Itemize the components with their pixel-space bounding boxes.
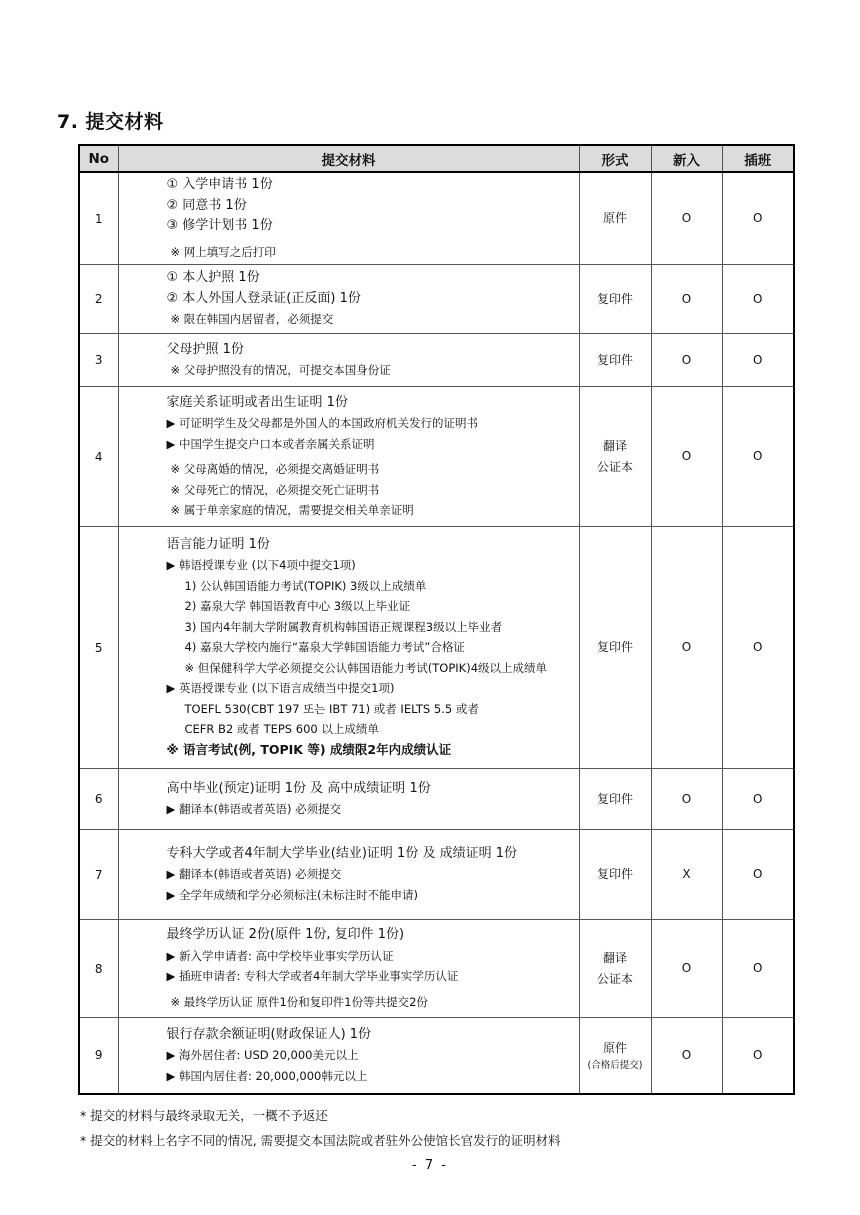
section-title: 7. 提交材料 <box>57 111 164 133</box>
form-label: 复印件 <box>596 791 633 806</box>
material-line: ※ 网上填写之后打印 <box>170 244 276 259</box>
material-cell <box>118 265 579 334</box>
material-line: ※ 语言考试(例, TOPIK 等) 成绩限2年内成绩认证 <box>166 741 452 757</box>
row-number: 8 <box>79 920 118 1018</box>
row-number: 2 <box>79 265 118 334</box>
material-cell <box>118 920 579 1018</box>
form-cell <box>579 387 651 527</box>
form-label: 复印件 <box>596 291 633 306</box>
material-line: CEFR B2 或者 TEPS 600 以上成绩单 <box>184 722 379 737</box>
material-line: ▶ 新入学申请者: 高中学校毕业事实学历认证 <box>166 948 394 963</box>
material-line: ※ 属于单亲家庭的情况，需要提交相关单亲证明 <box>170 503 414 517</box>
new-admission-mark: O <box>651 387 722 527</box>
table-row <box>79 830 794 920</box>
material-line: ▶ 全学年成绩和学分必须标注(未标注时不能申请) <box>166 887 418 902</box>
material-line: 专科大学或者4年制大学毕业(结业)证明 1份 及 成绩证明 1份 <box>166 845 517 861</box>
form-cell <box>579 265 651 334</box>
transfer-mark: O <box>722 1018 794 1094</box>
material-line: 3) 国内4年制大学附属教育机构韩国语正规课程3级以上毕业者 <box>184 619 503 634</box>
material-line: 银行存款余额证明(财政保证人) 1份 <box>166 1026 372 1042</box>
header-material: 提交材料 <box>118 145 579 172</box>
row-number: 6 <box>79 769 118 830</box>
material-line: ▶ 韩语授课专业 (以下4项中提交1项) <box>166 558 356 573</box>
form-label: 复印件 <box>596 867 633 881</box>
new-admission-mark: O <box>651 172 722 265</box>
transfer-mark: O <box>722 387 794 527</box>
transfer-mark: O <box>722 265 794 334</box>
material-line: ※ 父母护照没有的情况，可提交本国身份证 <box>170 363 391 377</box>
header-form: 形式 <box>579 145 651 172</box>
page-number: - 7 - <box>412 1158 448 1173</box>
material-line: 4) 嘉泉大学校内施行“嘉泉大学韩国语能力考试”合格证 <box>184 640 465 655</box>
transfer-mark: O <box>722 527 794 769</box>
form-label: 复印件 <box>596 640 633 654</box>
row-number: 4 <box>79 387 118 527</box>
form-label: 复印件 <box>596 352 633 367</box>
material-line: ※ 父母离婚的情况，必须提交离婚证明书 <box>170 462 380 476</box>
material-line: ① 本人护照 1份 <box>166 270 260 286</box>
header-new: 新入 <box>651 145 722 172</box>
header-transfer: 插班 <box>722 145 794 172</box>
form-note: (合格后提交) <box>587 1059 643 1071</box>
form-cell <box>579 334 651 387</box>
material-line: ▶ 韩国内居住者: 20,000,000韩元以上 <box>166 1068 368 1083</box>
material-line: ※ 父母死亡的情况，必须提交死亡证明书 <box>170 482 380 497</box>
row-number: 3 <box>79 334 118 387</box>
new-admission-mark: O <box>651 265 722 334</box>
material-cell <box>118 334 579 387</box>
material-line: ② 同意书 1份 <box>166 197 247 213</box>
material-line: 语言能力证明 1份 <box>166 536 270 552</box>
form-label: 公证本 <box>596 971 633 986</box>
table-body <box>79 172 794 1094</box>
material-line: ▶ 可证明学生及父母都是外国人的本国政府机关发行的证明书 <box>166 416 478 430</box>
form-label: 公证本 <box>596 459 633 474</box>
material-line: ▶ 中国学生提交户口本或者亲属关系证明 <box>166 436 375 451</box>
form-cell <box>579 920 651 1018</box>
table-row <box>79 769 794 830</box>
table-row <box>79 527 794 769</box>
material-line: TOEFL 530(CBT 197 또는 IBT 71) 或者 IELTS 5.5 或者 <box>184 701 479 716</box>
table-row <box>79 334 794 387</box>
form-cell <box>579 527 651 769</box>
new-admission-mark: O <box>651 1018 722 1094</box>
row-number: 7 <box>79 830 118 920</box>
new-admission-mark: O <box>651 334 722 387</box>
transfer-mark: O <box>722 920 794 1018</box>
table-row <box>79 920 794 1018</box>
transfer-mark: O <box>722 830 794 920</box>
table-row <box>79 265 794 334</box>
new-admission-mark: O <box>651 527 722 769</box>
material-cell <box>118 172 579 265</box>
table-row <box>79 387 794 527</box>
transfer-mark: O <box>722 769 794 830</box>
material-line: ▶ 插班申请者: 专科大学或者4年制大学毕业事实学历认证 <box>166 969 459 983</box>
material-line: ▶ 英语授课专业 (以下语言成绩当中提交1项) <box>166 681 395 696</box>
material-line: ※ 最终学历认证 原件1份和复印件1份等共提交2份 <box>170 994 428 1009</box>
form-label: 翻译 <box>602 438 627 453</box>
material-line: ※ 限在韩国内居留者，必须提交 <box>170 312 334 327</box>
table-header-row <box>79 145 794 172</box>
material-line: ③ 修学计划书 1份 <box>166 218 273 233</box>
form-cell <box>579 769 651 830</box>
form-cell <box>579 830 651 920</box>
header-no: No <box>79 145 118 172</box>
materials-table <box>78 144 795 1095</box>
form-cell <box>579 1018 651 1094</box>
material-cell <box>118 527 579 769</box>
form-cell <box>579 172 651 265</box>
material-line: 2) 嘉泉大学 韩国语教育中心 3级以上毕业证 <box>184 599 411 614</box>
row-number: 9 <box>79 1018 118 1094</box>
new-admission-mark: X <box>651 830 722 920</box>
transfer-mark: O <box>722 172 794 265</box>
row-number: 1 <box>79 172 118 265</box>
material-line: ▶ 海外居住者: USD 20,000美元以上 <box>166 1048 359 1062</box>
new-admission-mark: O <box>651 769 722 830</box>
form-label: 原件 <box>602 211 627 225</box>
table-row <box>79 172 794 265</box>
form-label: 翻译 <box>602 950 627 965</box>
material-line: 高中毕业(预定)证明 1份 及 高中成绩证明 1份 <box>166 780 431 796</box>
material-line: ▶ 翻译本(韩语或者英语) 必须提交 <box>166 867 342 882</box>
material-line: 父母护照 1份 <box>166 341 244 357</box>
material-line: ① 入学申请书 1份 <box>166 177 273 192</box>
material-cell <box>118 830 579 920</box>
material-cell <box>118 1018 579 1094</box>
row-number: 5 <box>79 527 118 769</box>
material-line: 最终学历认证 2份(原件 1份, 复印件 1份) <box>166 927 405 942</box>
footnote-name-mismatch: * 提交的材料上名字不同的情况, 需要提交本国法院或者驻外公使馆长官发行的证明材料 <box>80 1133 561 1148</box>
table-row <box>79 1018 794 1094</box>
material-cell <box>118 769 579 830</box>
transfer-mark: O <box>722 334 794 387</box>
material-line: ▶ 翻译本(韩语或者英语) 必须提交 <box>166 802 342 816</box>
form-label: 原件 <box>602 1040 627 1055</box>
material-cell <box>118 387 579 527</box>
material-line: 家庭关系证明或者出生证明 1份 <box>166 394 348 410</box>
material-line: 1) 公认韩国语能力考试(TOPIK) 3级以上成绩单 <box>184 578 427 593</box>
footnote-return: * 提交的材料与最终录取无关，一概不予返还 <box>80 1108 328 1123</box>
material-line: ② 本人外国人登录证(正反面) 1份 <box>166 290 361 306</box>
new-admission-mark: O <box>651 920 722 1018</box>
material-line: ※ 但保健科学大学必须提交公认韩国语能力考试(TOPIK)4级以上成绩单 <box>184 660 548 675</box>
